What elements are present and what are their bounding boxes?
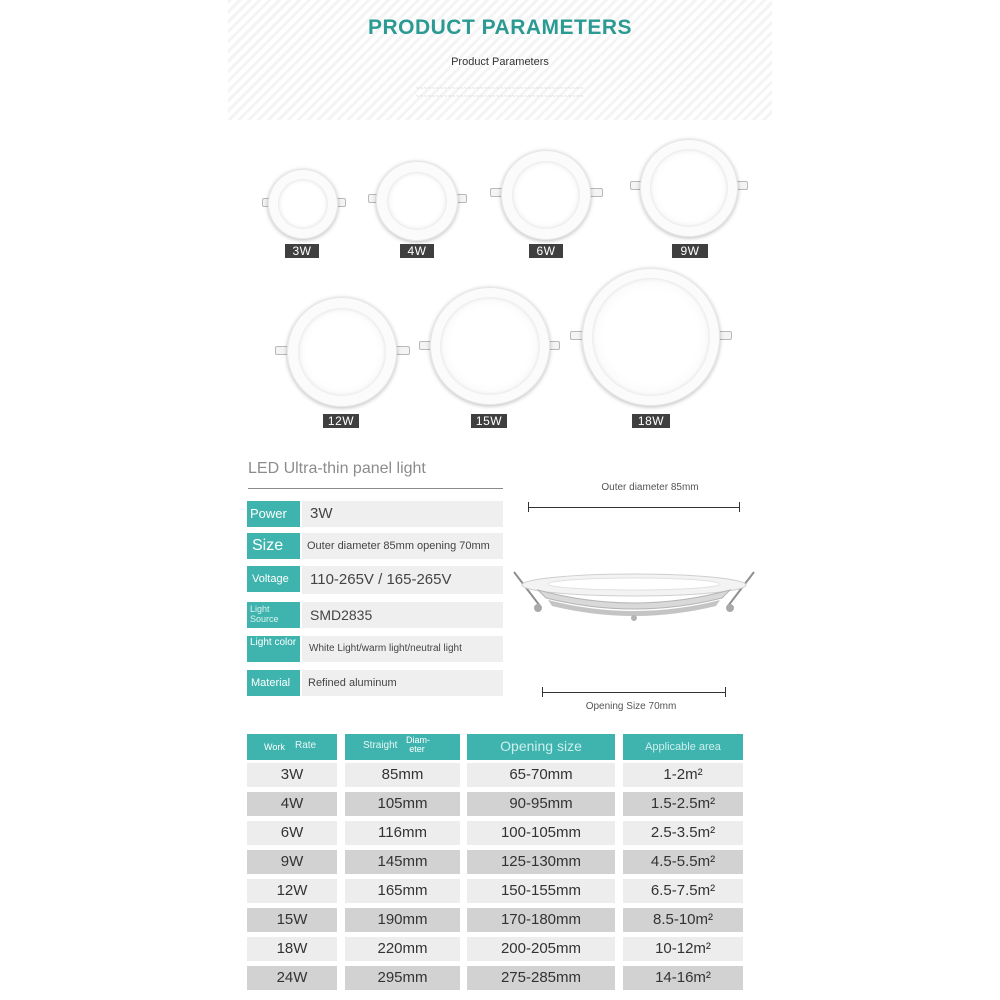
spec-label-material: Material xyxy=(247,670,300,696)
wattage-label: 15W xyxy=(471,414,507,428)
spec-value-light-color: White Light/warm light/neutral light xyxy=(302,636,503,662)
panel-light-image xyxy=(640,139,738,237)
header-text: Rate xyxy=(295,740,317,751)
decorative-text-line: ~~~~~~~~~~~~~~~~~~~~~~~~~~~~~~~~~~~~~~~~~~ xyxy=(415,86,585,92)
cell-diameter: 190mm xyxy=(345,908,460,932)
panel-light-image xyxy=(287,297,397,407)
cell-diameter: 145mm xyxy=(345,850,460,874)
cell-opening-size: 170-180mm xyxy=(467,908,615,932)
wattage-label: 9W xyxy=(672,244,708,258)
column-header-applicable-area xyxy=(623,734,743,760)
spec-value-size: Outer diameter 85mm opening 70mm xyxy=(302,533,503,559)
column-header-work-rate xyxy=(247,734,337,760)
outer-dimension-line xyxy=(528,507,740,508)
spec-label-size: Size xyxy=(247,533,300,559)
cell-diameter: 105mm xyxy=(345,792,460,816)
panel-light-image xyxy=(582,268,720,406)
spec-title: LED Ultra-thin panel light xyxy=(248,460,426,477)
divider xyxy=(248,488,503,489)
cell-opening-size: 275-285mm xyxy=(467,966,615,990)
header-text: Work xyxy=(264,742,285,752)
cell-power: 6W xyxy=(247,821,337,845)
header-text: Opening size xyxy=(500,738,582,754)
cell-diameter: 85mm xyxy=(345,763,460,787)
cell-applicable-area: 2.5-3.5m² xyxy=(623,821,743,845)
cell-applicable-area: 14-16m² xyxy=(623,966,743,990)
cell-opening-size: 125-130mm xyxy=(467,850,615,874)
cell-power: 15W xyxy=(247,908,337,932)
cell-applicable-area: 6.5-7.5m² xyxy=(623,879,743,903)
spec-value-power: 3W xyxy=(302,501,503,527)
spec-label-voltage: Voltage xyxy=(247,566,300,592)
header-banner xyxy=(228,0,772,120)
panel-light-image xyxy=(268,169,338,239)
spec-label-light-source: Light Source xyxy=(247,602,300,628)
header-text: Applicable area xyxy=(645,741,721,753)
dimension-tick xyxy=(528,502,529,512)
dimension-tick xyxy=(542,687,543,697)
spec-value-voltage: 110-265V / 165-265V xyxy=(302,566,503,594)
opening-dimension-line xyxy=(542,692,726,693)
cell-opening-size: 150-155mm xyxy=(467,879,615,903)
cell-applicable-area: 1.5-2.5m² xyxy=(623,792,743,816)
cell-diameter: 165mm xyxy=(345,879,460,903)
wattage-label: 4W xyxy=(400,244,434,258)
cell-power: 24W xyxy=(247,966,337,990)
header-text: Diam-eter xyxy=(406,735,430,754)
cell-power: 3W xyxy=(247,763,337,787)
cell-opening-size: 100-105mm xyxy=(467,821,615,845)
cell-opening-size: 90-95mm xyxy=(467,792,615,816)
decorative-text-line: ~~~~~~~~~~~~~~~~~~~~~~~~~~~~~~~~~~~~~~~~~~ xyxy=(415,94,585,100)
cell-power: 18W xyxy=(247,937,337,961)
spec-value-material: Refined aluminum xyxy=(302,670,503,696)
column-header-opening-size xyxy=(467,734,615,760)
wattage-label: 12W xyxy=(323,414,359,428)
cell-diameter: 116mm xyxy=(345,821,460,845)
cell-applicable-area: 10-12m² xyxy=(623,937,743,961)
cell-applicable-area: 8.5-10m² xyxy=(623,908,743,932)
opening-size-label: Opening Size 70mm xyxy=(585,701,677,712)
wattage-label: 6W xyxy=(529,244,563,258)
wattage-label: 18W xyxy=(632,414,670,428)
cell-applicable-area: 4.5-5.5m² xyxy=(623,850,743,874)
cell-opening-size: 65-70mm xyxy=(467,763,615,787)
cell-power: 4W xyxy=(247,792,337,816)
spec-label-light-color: Light color xyxy=(247,636,300,662)
cell-opening-size: 200-205mm xyxy=(467,937,615,961)
spec-value-light-source: SMD2835 xyxy=(302,602,503,628)
page-title: PRODUCT PARAMETERS xyxy=(367,16,633,39)
page-subtitle: Product Parameters xyxy=(451,56,549,68)
panel-light-image xyxy=(501,150,591,240)
panel-light-image xyxy=(430,287,550,405)
spec-label-power: Power xyxy=(247,501,300,527)
cell-power: 12W xyxy=(247,879,337,903)
outer-diameter-label: Outer diameter 85mm xyxy=(601,482,699,493)
cell-applicable-area: 1-2m² xyxy=(623,763,743,787)
panel-light-image xyxy=(376,161,458,241)
dimension-tick xyxy=(739,502,740,512)
header-text: Straight xyxy=(363,740,398,751)
panel-side-view-image xyxy=(508,560,760,630)
cell-power: 9W xyxy=(247,850,337,874)
dimension-tick xyxy=(725,687,726,697)
cell-diameter: 220mm xyxy=(345,937,460,961)
column-header-diameter xyxy=(345,734,460,760)
cell-diameter: 295mm xyxy=(345,966,460,990)
wattage-label: 3W xyxy=(285,244,319,258)
